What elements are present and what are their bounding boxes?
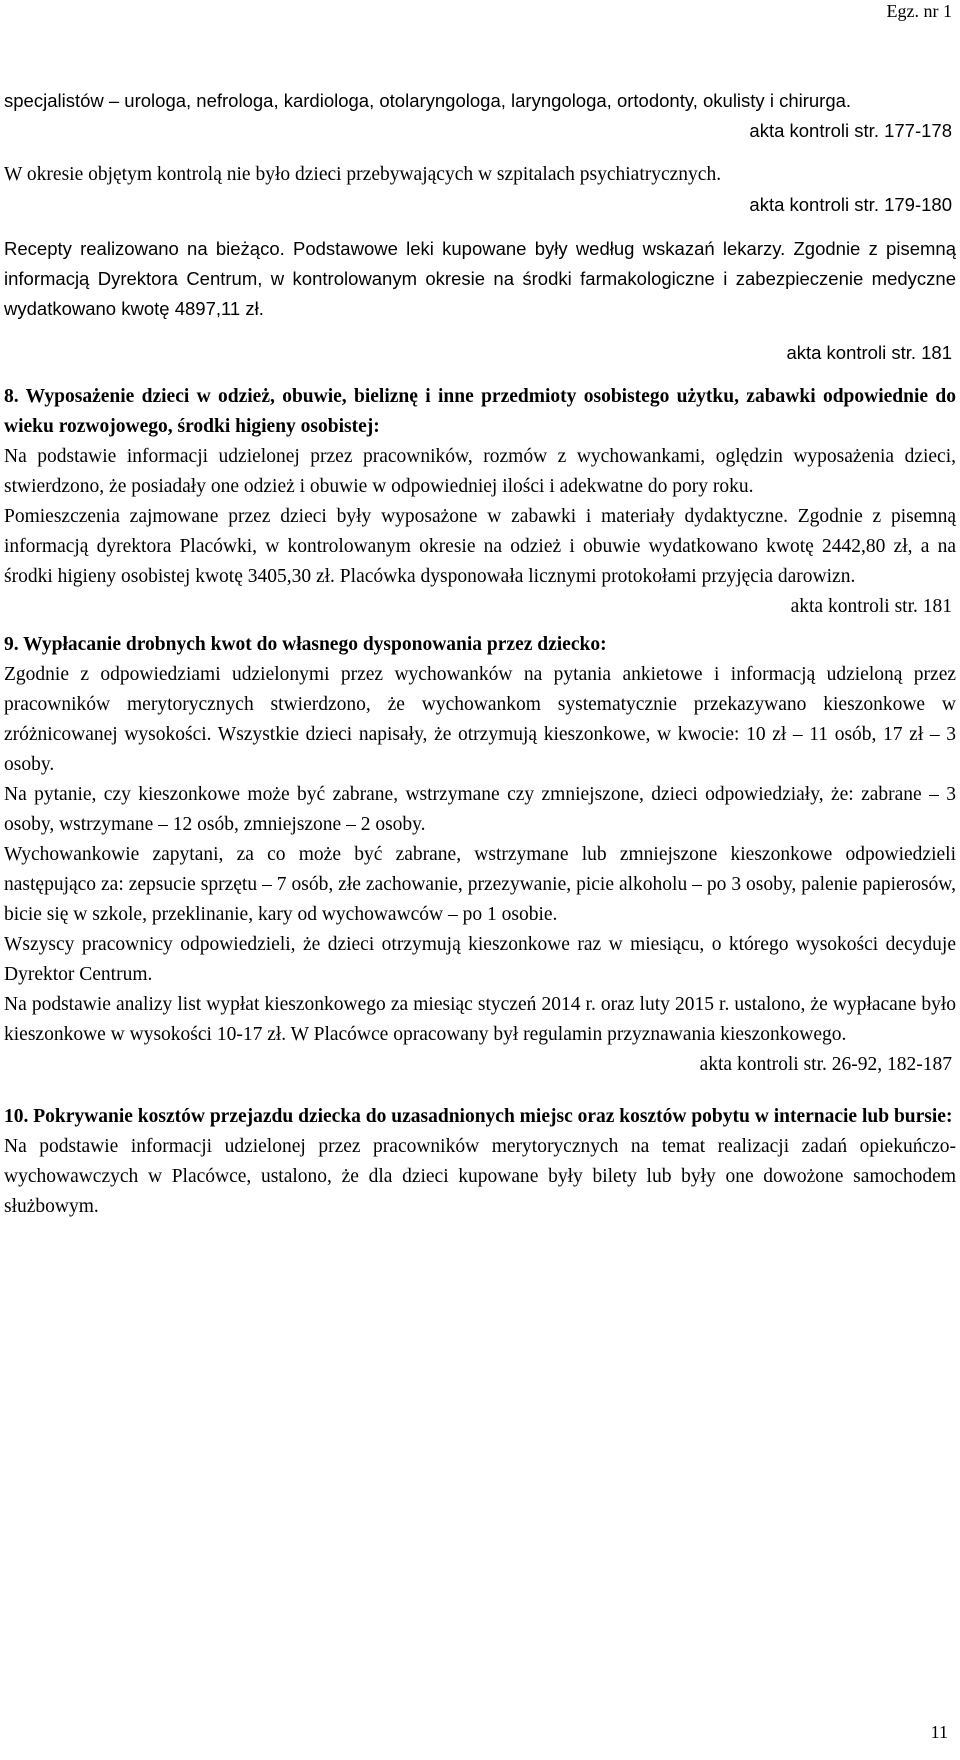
document-body	[4, 86, 956, 1222]
section-8-heading: 8. Wyposażenie dzieci w odzież, obuwie, bieliznę i inne przedmioty osobistego użytku, zabawki odpowiednie do wieku rozwojowego, środki higieny osobistej:	[4, 386, 956, 437]
reference-note: akta kontroli str. 177-178	[749, 120, 952, 141]
reference-note: akta kontroli str. 181	[786, 342, 952, 363]
reference-note: akta kontroli str. 179-180	[749, 194, 952, 215]
section-9-paragraph: Na podstawie analizy list wypłat kieszonkowego za miesiąc styczeń 2014 r. oraz luty 2015 r. ustalono, że wypłacane było kieszonkowe w wysokości 10-17 zł. W Placówce opracowany był regulamin przyznawania kieszonkowego.	[4, 994, 956, 1045]
reference-note: akta kontroli str. 26-92, 182-187	[699, 1054, 952, 1075]
document-page	[4, 0, 956, 1760]
section-8-paragraph: Na podstawie informacji udzielonej przez pracowników, rozmów z wychowankami, oględzin wyposażenia dzieci, stwierdzono, że posiadały one odzież i obuwie w odpowiedniej ilości i adekwatne do pory roku.	[4, 446, 956, 497]
section-9-paragraph: Wszyscy pracownicy odpowiedzieli, że dzieci otrzymują kieszonkowe raz w miesiącu, o którego wysokości decyduje Dyrektor Centrum.	[4, 934, 956, 985]
page-number: 11	[930, 1722, 948, 1742]
section-10-heading: 10. Pokrywanie kosztów przejazdu dziecka do uzasadnionych miejsc oraz kosztów pobytu w internacie lub bursie:	[4, 1106, 953, 1127]
paragraph-prescriptions: Recepty realizowano na bieżąco. Podstawowe leki kupowane były według wskazań lekarzy. Zgodnie z pisemną informacją Dyrektora Centrum, w kontrolowanym okresie na środki farmakologiczne i zabezpieczenie medyczne wydatkowano kwotę 4897,11 zł.	[4, 238, 956, 319]
section-9-heading: 9. Wypłacanie drobnych kwot do własnego dysponowania przez dziecko:	[4, 634, 607, 655]
paragraph-psychiatric: W okresie objętym kontrolą nie było dzieci przebywających w szpitalach psychiatrycznych.	[4, 164, 722, 185]
section-9-paragraph: Zgodnie z odpowiedziami udzielonymi przez wychowanków na pytania ankietowe i informacją udzieloną przez pracowników merytorycznych stwierdzono, że wychowankom systematycznie przekazywano kieszonkowe w zróżnicowanej wysokości. Wszystkie dzieci napisały, że otrzymują kieszonkowe, w kwocie: 10 zł – 11 osób, 17 zł – 3 osoby.	[4, 664, 956, 775]
paragraph-specialists: specjalistów – urologa, nefrologa, kardiologa, otolaryngologa, laryngologa, ortodonty, okulisty i chirurga.	[4, 90, 852, 111]
reference-note: akta kontroli str. 181	[790, 596, 952, 617]
section-9-paragraph: Na pytanie, czy kieszonkowe może być zabrane, wstrzymane czy zmniejszone, dzieci odpowiedziały, że: zabrane – 3 osoby, wstrzymane – 12 osób, zmniejszone – 2 osoby.	[4, 784, 956, 835]
section-10-paragraph: Na podstawie informacji udzielonej przez pracowników merytorycznych na temat realizacji zadań opiekuńczo-wychowawczych w Placówce, ustalono, że dla dzieci kupowane były bilety lub były one dowożone samochodem służbowym.	[4, 1136, 956, 1217]
section-8-paragraph: Pomieszczenia zajmowane przez dzieci były wyposażone w zabawki i materiały dydaktyczne. Zgodnie z pisemną informacją dyrektora Placówki, w kontrolowanym okresie na odzież i obuwie wydatkowano kwotę 2442,80 zł, a na środki higieny osobistej kwotę 3405,30 zł. Placówka dysponowała licznymi protokołami przyjęcia darowizn.	[4, 506, 956, 587]
copy-number-header: Egz. nr 1	[886, 1, 952, 21]
section-9-paragraph: Wychowankowie zapytani, za co może być zabrane, wstrzymane lub zmniejszone kieszonkowe odpowiedzieli następująco za: zepsucie sprzętu – 7 osób, złe zachowanie, przezywanie, picie alkoholu – po 3 osoby, palenie papierosów, bicie się w szkole, przeklinanie, kary od wychowawców – po 1 osobie.	[4, 844, 956, 925]
